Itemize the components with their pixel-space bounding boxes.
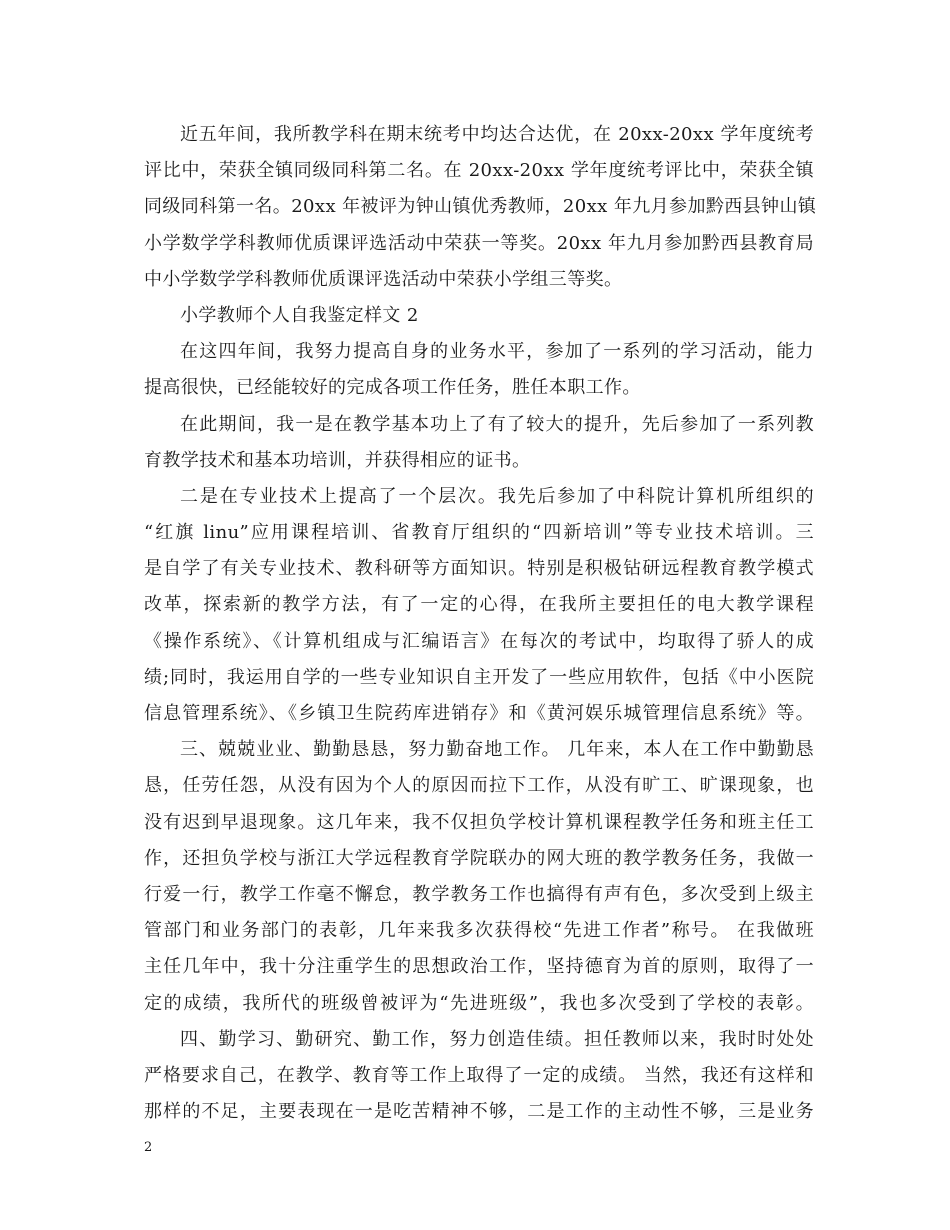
text-line: 绩;同时，我运用自学的一些专业知识自主开发了一些应用软件，包括《中小医院 (144, 666, 814, 688)
text-line: 小学教师个人自我鉴定样文 2 (180, 304, 419, 326)
text-line: 在这四年间，我努力提高自身的业务水平，参加了一系列的学习活动，能力 (180, 341, 814, 363)
text-line: 中小学数学学科教师优质课评选活动中荣获小学组三等奖。 (144, 268, 623, 290)
text-line: 二是在专业技术上提高了一个层次。我先后参加了中科院计算机所组织的 (180, 485, 814, 507)
text-line: 三、兢兢业业、勤勤恳恳，努力勤奋地工作。 几年来，本人在工作中勤勤恳 (180, 739, 814, 761)
text-line: 提高很快，已经能较好的完成各项工作任务，胜任本职工作。 (144, 377, 641, 399)
text-line: 同级同科第一名。20xx 年被评为钟山镇优秀教师，20xx 年九月参加黔西县钟山镇 (144, 196, 817, 218)
text-line: 育教学技术和基本功培训，并获得相应的证书。 (144, 449, 531, 471)
text-line: 管部门和业务部门的表彰，几年来我多次获得校“先进工作者”称号。 在我做班 (144, 920, 814, 942)
text-line: 评比中，荣获全镇同级同科第二名。在 20xx-20xx 学年度统考评比中，荣获全镇 (144, 160, 814, 182)
text-line: 在此期间，我一是在教学基本功上了有了较大的提升，先后参加了一系列教 (180, 413, 814, 435)
text-line: 是自学了有关专业技术、教科研等方面知识。特别是积极钻研远程教育教学模式 (144, 558, 814, 580)
text-line: 严格要求自己，在教学、教育等工作上取得了一定的成绩。 当然，我还有这样和 (144, 1064, 814, 1086)
text-line: 没有迟到早退现象。这几年来，我不仅担负学校计算机课程教学任务和班主任工 (144, 811, 814, 833)
text-line: 主任几年中，我十分注重学生的思想政治工作，坚持德育为首的原则，取得了一 (144, 956, 814, 978)
page-number: 2 (144, 1140, 153, 1155)
text-line: 那样的不足，主要表现在一是吃苦精神不够，二是工作的主动性不够，三是业务 (144, 1101, 814, 1123)
text-line: 信息管理系统》、《乡镇卫生院药库进销存》和《黄河娱乐城管理信息系统》等。 (144, 703, 814, 724)
text-line: 行爱一行，教学工作毫不懈怠，教学教务工作也搞得有声有色，多次受到上级主 (144, 883, 814, 905)
text-line: “红旗 linu”应用课程培训、省教育厅组织的“四新培训”等专业技术培训。三 (144, 522, 814, 544)
text-line: 改革，探索新的教学方法，有了一定的心得，在我所主要担任的电大教学课程 (144, 594, 814, 616)
text-line: 小学数学学科教师优质课评选活动中荣获一等奖。20xx 年九月参加黔西县教育局 (144, 232, 814, 254)
text-line: 定的成绩，我所代的班级曾被评为“先进班级”，我也多次受到了学校的表彰。 (144, 992, 814, 1014)
text-line: 近五年间，我所教学科在期末统考中均达合达优，在 20xx-20xx 学年度统考 (180, 124, 814, 145)
text-line: 四、勤学习、勤研究、勤工作，努力创造佳绩。担任教师以来，我时时处处 (180, 1028, 814, 1050)
document-body (144, 117, 817, 1130)
text-line: 恳，任劳任怨，从没有因为个人的原因而拉下工作，从没有旷工、旷课现象，也 (144, 775, 814, 797)
text-line: 作，还担负学校与浙江大学远程教育学院联办的网大班的教学教务任务，我做一 (144, 847, 814, 869)
text-line: 《操作系统》、《计算机组成与汇编语言》在每次的考试中，均取得了骄人的成 (144, 630, 814, 652)
